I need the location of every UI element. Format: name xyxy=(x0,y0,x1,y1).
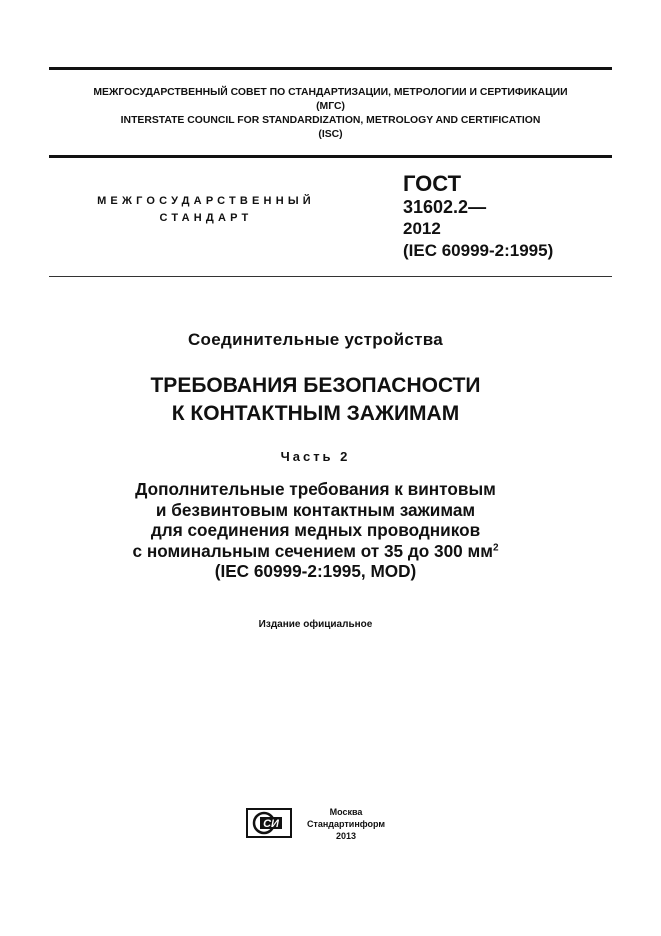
desc-line4-superscript: 2 xyxy=(492,541,499,553)
imprint-publisher: Стандартинформ xyxy=(306,819,386,829)
council-en-line1: INTERSTATE COUNCIL FOR STANDARDIZATION, METROLOGY AND CERTIFICATION xyxy=(120,115,541,126)
gost-iec-reference: (IEC 60999-2:1995) xyxy=(403,241,554,260)
imprint xyxy=(296,806,396,842)
interstate-line1: МЕЖГОСУДАРСТВЕННЫЙ xyxy=(97,195,315,207)
council-header xyxy=(49,86,612,142)
desc-line3: для соединения медных проводников xyxy=(150,520,481,540)
title-line2: К КОНТАКТНЫМ ЗАЖИМАМ xyxy=(171,402,460,425)
desc-line4-text: с номинальным сечением от 35 до 300 мм xyxy=(132,540,493,561)
desc-line4 xyxy=(0,541,631,562)
council-ru-line1: МЕЖГОСУДАРСТВЕННЫЙ СОВЕТ ПО СТАНДАРТИЗАЦИИ, МЕТРОЛОГИИ И СЕРТИФИКАЦИИ xyxy=(93,87,568,98)
imprint-year: 2013 xyxy=(335,831,357,841)
interstate-standard-label xyxy=(56,193,356,227)
imprint-city: Москва xyxy=(329,807,363,817)
council-en-line2: (ISC) xyxy=(318,129,343,140)
thin-rule xyxy=(49,276,612,277)
desc-line2: и безвинтовым контактным зажимам xyxy=(155,499,476,520)
svg-text:СИ: СИ xyxy=(263,818,279,830)
desc-line5: (IEC 60999-2:1995, MOD) xyxy=(214,561,417,581)
gost-year: 2012 xyxy=(403,219,441,238)
gost-label: ГОСТ xyxy=(403,171,462,196)
council-ru-line2: (МГС) xyxy=(316,101,345,112)
interstate-line2: СТАНДАРТ xyxy=(159,212,253,224)
title-line1: ТРЕБОВАНИЯ БЕЗОПАСНОСТИ xyxy=(150,374,481,397)
gost-designation xyxy=(403,172,553,262)
part-label: Часть 2 xyxy=(280,449,351,464)
gost-number: 31602.2— xyxy=(403,197,487,217)
part-description xyxy=(0,479,631,582)
document-subtitle: Соединительные устройства xyxy=(187,330,444,349)
official-edition-label: Издание официальное xyxy=(258,619,373,630)
top-rule xyxy=(49,67,612,70)
document-title xyxy=(0,372,631,428)
desc-line1: Дополнительные требования к винтовым xyxy=(135,479,496,499)
standartinform-logo-icon xyxy=(246,808,292,838)
middle-rule xyxy=(49,155,612,158)
